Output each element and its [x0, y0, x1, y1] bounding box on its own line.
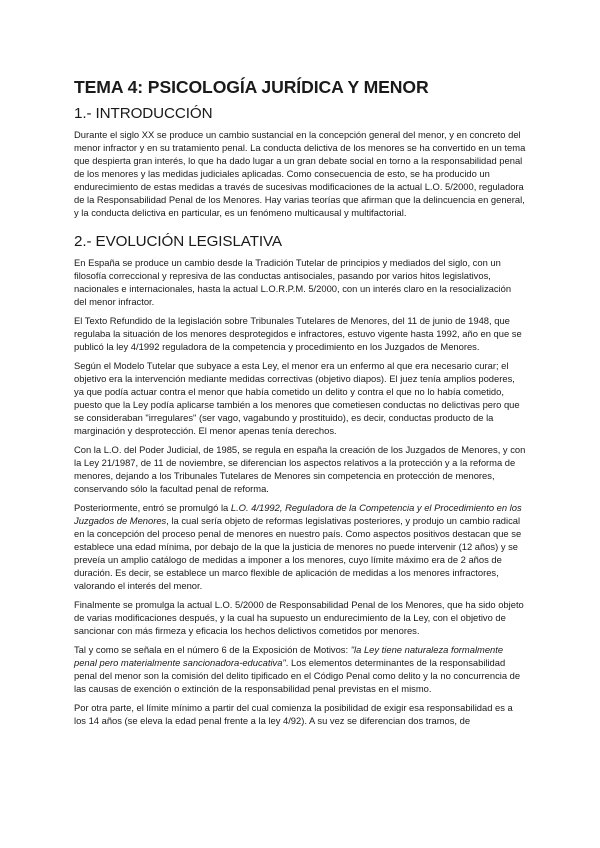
paragraph [74, 643, 526, 695]
paragraph: Finalmente se promulga la actual L.O. 5/2000 de Responsabilidad Penal de los Menores, que ha sido objeto de varias modificaciones después, y la cual ha supuesto un endurecimiento de la Ley, con el objetivo de sancionar con más firmeza y eficacia los hechos delictivos cometidos por menores. [74, 599, 524, 636]
section-heading-evolucion-legislativa: 2.- EVOLUCIÓN LEGISLATIVA [74, 233, 282, 250]
paragraph-text: Tal y como se señala en el número 6 de la Exposición de Motivos: [74, 644, 351, 655]
paragraph: El Texto Refundido de la legislación sobre Tribunales Tutelares de Menores, del 11 de junio de 1948, que regulaba la situación de los menores desprotegidos e infractores, estuvo vigente hasta 1992, año en que se publicó la ley 4/1992 reguladora de la competencia y procedimiento en los Juzgados de Menores. [74, 315, 522, 352]
document-title: TEMA 4: PSICOLOGÍA JURÍDICA Y MENOR [74, 77, 429, 97]
paragraph: Según el Modelo Tutelar que subyace a esta Ley, el menor era un enfermo al que era necesario curar; el objetivo era la intervención mediante medidas correctivas (objetivo diapos). El juez tenía amplios poderes, ya que podía actuar contra el menor que había cometido un delito y contra el que no lo había cometido, puesto que la Ley podía aplicarse también a los menores que cometiesen conductas no delictivas pero que se consideraban "irregulares" (ser vago, vagabundo y prostituido), es decir, conductas producto de la marginación y desprotección. El menor apenas tenía derechos. [74, 360, 520, 436]
paragraph: Por otra parte, el límite mínimo a partir del cual comienza la posibilidad de exigir esa responsabilidad es a los 14 años (se eleva la edad penal frente a la ley 4/92). A su vez se diferencian dos tramos, de [74, 702, 513, 726]
law-title-italic: L.O. 4/1992, Reguladora de la Competencia y el Procedimiento en los Juzgados de Menores [74, 502, 522, 526]
paragraph: Durante el siglo XX se produce un cambio sustancial en la concepción general del menor, y en concreto del menor infractor y en su tratamiento penal. La conducta delictiva de los menores se ha convertido en un tema que despierta gran interés, lo que ha dado lugar a un gran debate social en torno a la responsabilidad penal de los menores y las medidas judiciales aplicadas. Como consecuencia de esto, se ha producido un endurecimiento de estas medidas a través de sucesivas modificaciones de la actual L.O. 5/2000, reguladora de la Responsabilidad Penal de los Menores. Hay varias teorías que afirman que la delincuencia en general, y la conducta delictiva en particular, es un fenómeno multicausal y multifactorial. [74, 129, 526, 218]
quote-italic: "la Ley tiene naturaleza formalmente penal pero materialmente sancionadora-educativa" [74, 644, 504, 668]
section-heading-introduccion: 1.- INTRODUCCIÓN [74, 105, 213, 122]
paragraph [74, 501, 526, 592]
paragraph-text: Posteriormente, entró se promulgó la [74, 502, 231, 513]
paragraph-text: . Los elementos determinantes de la responsabilidad penal del menor son la comisión del delito tipificado en el Código Penal como delito y la no concurrencia de las causas de exención o extinción de la responsabilidad penal previstas en el mismo. [74, 657, 521, 694]
paragraph: Con la L.O. del Poder Judicial, de 1985, se regula en españa la creación de los Juzgados de Menores, y con la Ley 21/1987, de 11 de noviembre, se diferencian los aspectos relativos a la protección y a la reforma de menores, dejando a los Tribunales Tutelares de Menores sin competencia en protección de menores, conservando sólo la facultad penal de reforma. [74, 444, 526, 494]
paragraph-text: , la cual sería objeto de reformas legislativas posteriores, y produjo un cambio radical en la concepción del proceso penal de menores en nuestro país. Como aspectos positivos destacan que se establece una edad mínima, por debajo de la que la justicia de menores no puede intervenir (12 años) y se preveía un amplio catálogo de medidas a imponer a los menores, cuyo límite máximo era de 2 años de duración. Es decir, se establece un marco flexible de aplicación de medidas a los menores infractores, valorando el interés del menor. [74, 515, 522, 591]
paragraph: En España se produce un cambio desde la Tradición Tutelar de principios y mediados del siglo, con un filosofía correccional y represiva de las conductas antisociales, pasando por varios hitos legislativos, nacionales e internacionales, hasta la actual L.O.R.P.M. 5/2000, con un interés claro en la resocialización del menor infractor. [74, 257, 512, 307]
